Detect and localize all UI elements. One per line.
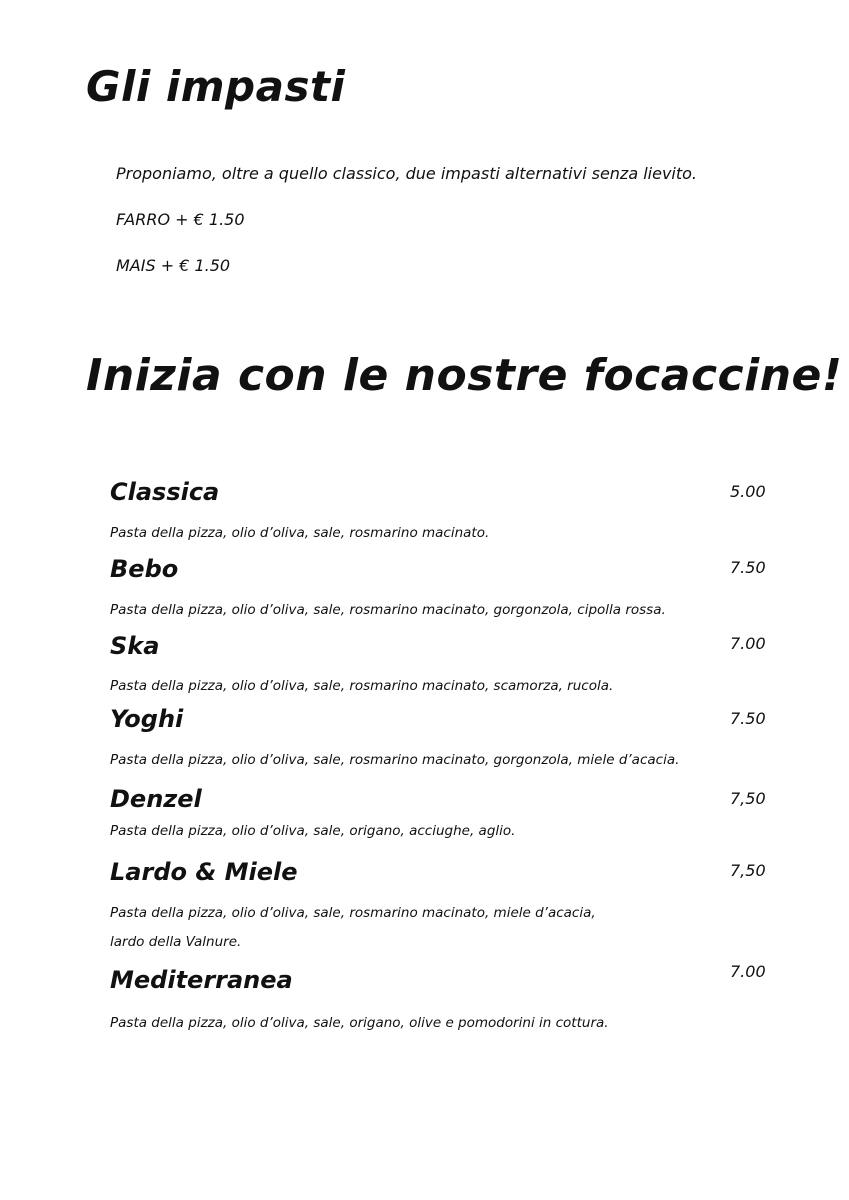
menu-item-description: lardo della Valnure. — [110, 934, 242, 950]
menu-item-description: Pasta della pizza, olio d’oliva, sale, origano, acciughe, aglio. — [110, 823, 516, 839]
menu-item-description: Pasta della pizza, olio d’oliva, sale, rosmarino macinato, scamorza, rucola. — [110, 678, 614, 694]
menu-item-description: Pasta della pizza, olio d’oliva, sale, rosmarino macinato, gorgonzola, miele d’acacia. — [110, 752, 680, 768]
menu-item-name: Classica — [110, 478, 220, 506]
menu-item-name: Mediterranea — [110, 966, 293, 994]
menu-item-name: Denzel — [110, 785, 202, 813]
menu-item-price: 7,50 — [730, 789, 766, 808]
menu-item-price: 7.50 — [730, 558, 766, 577]
menu-item-price: 7.00 — [730, 634, 766, 653]
menu-item-name: Yoghi — [110, 705, 184, 733]
impasti-intro: Proponiamo, oltre a quello classico, due impasti alternativi senza lievito. — [116, 164, 698, 183]
menu-item-name: Bebo — [110, 555, 179, 583]
menu-item-description: Pasta della pizza, olio d’oliva, sale, rosmarino macinato, miele d’acacia, — [110, 905, 596, 921]
impasti-title: Gli impasti — [86, 62, 346, 111]
menu-item-description: Pasta della pizza, olio d’oliva, sale, origano, olive e pomodorini in cottura. — [110, 1015, 609, 1031]
impasti-option-farro: FARRO + € 1.50 — [116, 210, 245, 229]
menu-item-price: 7.00 — [730, 962, 766, 981]
menu-item-name: Ska — [110, 632, 160, 660]
focaccine-title: Inizia con le nostre focaccine! — [86, 350, 843, 401]
menu-item-description: Pasta della pizza, olio d’oliva, sale, rosmarino macinato. — [110, 525, 490, 541]
menu-item-price: 7.50 — [730, 709, 766, 728]
menu-item-price: 5.00 — [730, 482, 766, 501]
menu-item-name: Lardo & Miele — [110, 858, 298, 886]
menu-item-price: 7,50 — [730, 861, 766, 880]
impasti-option-mais: MAIS + € 1.50 — [116, 256, 231, 275]
menu-item-description: Pasta della pizza, olio d’oliva, sale, rosmarino macinato, gorgonzola, cipolla rossa. — [110, 602, 666, 618]
